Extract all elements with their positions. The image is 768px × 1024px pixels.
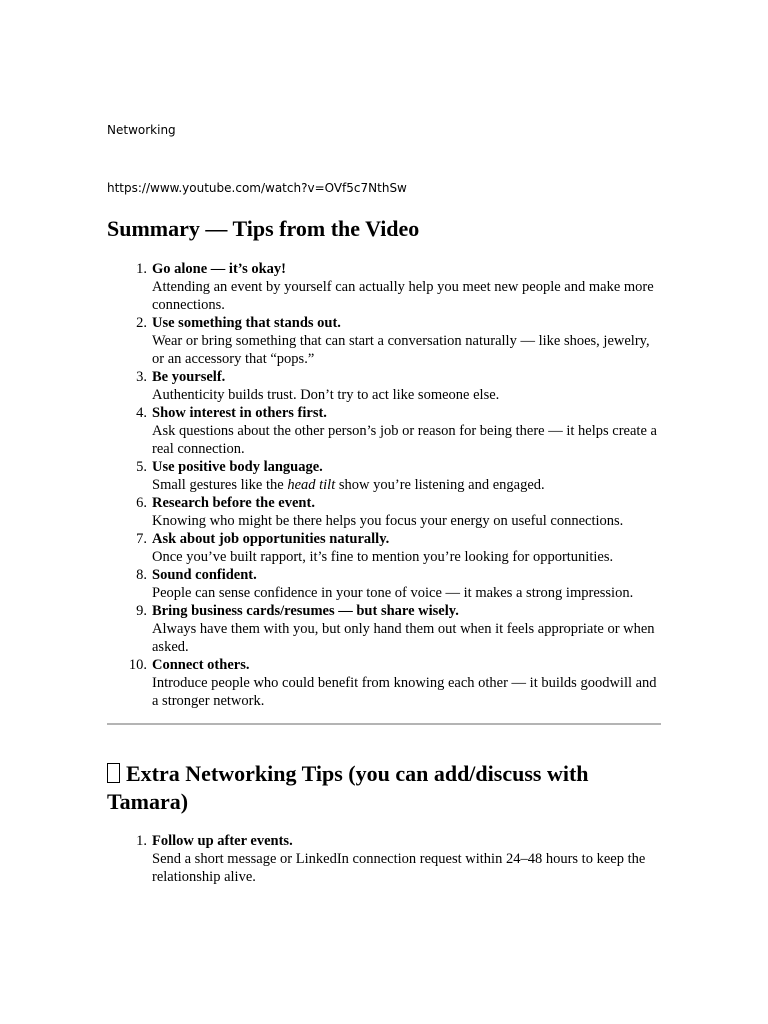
- tip-title: Connect others.: [152, 657, 250, 673]
- list-item-number: 4.: [136, 405, 147, 421]
- list-item: [107, 458, 663, 494]
- list-item: [107, 602, 663, 656]
- tip-title: Research before the event.: [152, 495, 315, 511]
- tip-body: [152, 386, 663, 404]
- tip-title: Sound confident.: [152, 567, 257, 583]
- tip-title: Be yourself.: [152, 369, 226, 385]
- list-item: [107, 260, 663, 314]
- missing-glyph-box-icon: [107, 763, 120, 783]
- list-item: [107, 494, 663, 530]
- list-item: [107, 832, 663, 886]
- list-item: [107, 404, 663, 458]
- list-item-number: 3.: [136, 369, 147, 385]
- list-item-number: 5.: [136, 459, 147, 475]
- tip-body: [152, 620, 663, 656]
- tip-title: Use something that stands out.: [152, 315, 341, 331]
- list-item-number: 6.: [136, 495, 147, 511]
- list-item-number: 10.: [128, 657, 147, 673]
- tip-body: [152, 584, 663, 602]
- document-label: Networking: [107, 123, 176, 137]
- list-item-number: 9.: [136, 603, 147, 619]
- list-item-number: 8.: [136, 567, 147, 583]
- list-item: [107, 530, 663, 566]
- list-item-number: 1.: [136, 261, 147, 277]
- extra-tips-heading-text: Extra Networking Tips (you can add/discuss with Tamara): [107, 761, 589, 814]
- video-tips-list: [107, 260, 663, 710]
- tip-body: [152, 674, 663, 710]
- tip-title: Follow up after events.: [152, 833, 293, 849]
- tip-body-text: Small gestures like the: [152, 477, 288, 493]
- tip-body: Send a short message or LinkedIn connection request within 24–48 hours to keep the relationship alive.: [152, 851, 646, 885]
- tip-body: [152, 476, 663, 494]
- horizontal-divider: [107, 723, 661, 725]
- extra-tips-heading: [107, 760, 663, 816]
- tip-body-text: show you’re listening and engaged.: [335, 477, 545, 493]
- tip-body-text: Ask questions about the other person’s job or reason for being there — it helps create a real connection.: [152, 423, 657, 457]
- list-item: [107, 314, 663, 368]
- tip-title: Go alone — it’s okay!: [152, 261, 286, 277]
- tip-body: [152, 332, 663, 368]
- tip-body-text: People can sense confidence in your tone of voice — it makes a strong impression.: [152, 585, 634, 601]
- tip-emphasis: head tilt: [287, 477, 336, 493]
- tip-body-text: Authenticity builds trust. Don’t try to act like someone else.: [152, 387, 500, 403]
- tip-title: Ask about job opportunities naturally.: [152, 531, 390, 547]
- tip-title: Use positive body language.: [152, 459, 323, 475]
- list-item-number: 2.: [136, 315, 147, 331]
- tip-body: [152, 422, 663, 458]
- tip-title: Bring business cards/resumes — but share wisely.: [152, 603, 459, 619]
- extra-tips-list: [107, 832, 663, 886]
- list-item: [107, 566, 663, 602]
- tip-body-text: Always have them with you, but only hand them out when it feels appropriate or when asked.: [152, 621, 655, 655]
- summary-heading: Summary — Tips from the Video: [107, 216, 420, 241]
- tip-body-text: Once you’ve built rapport, it’s fine to mention you’re looking for opportunities.: [152, 549, 614, 565]
- video-link[interactable]: https://www.youtube.com/watch?v=OVf5c7NthSw: [107, 181, 407, 195]
- list-item-number: 7.: [136, 531, 147, 547]
- list-item: [107, 368, 663, 404]
- tip-body-text: Introduce people who could benefit from knowing each other — it builds goodwill and a stronger network.: [152, 675, 657, 709]
- tip-body: [152, 512, 663, 530]
- list-item: [107, 656, 663, 710]
- tip-body-text: Wear or bring something that can start a conversation naturally — like shoes, jewelry, or an accessory that “pops.”: [152, 333, 650, 367]
- list-item-number: 1.: [136, 833, 147, 849]
- tip-body-text: Attending an event by yourself can actually help you meet new people and make more connections.: [152, 279, 654, 313]
- tip-body: [152, 278, 663, 314]
- tip-body-text: Knowing who might be there helps you focus your energy on useful connections.: [152, 513, 624, 529]
- tip-title: Show interest in others first.: [152, 405, 327, 421]
- tip-body: [152, 548, 663, 566]
